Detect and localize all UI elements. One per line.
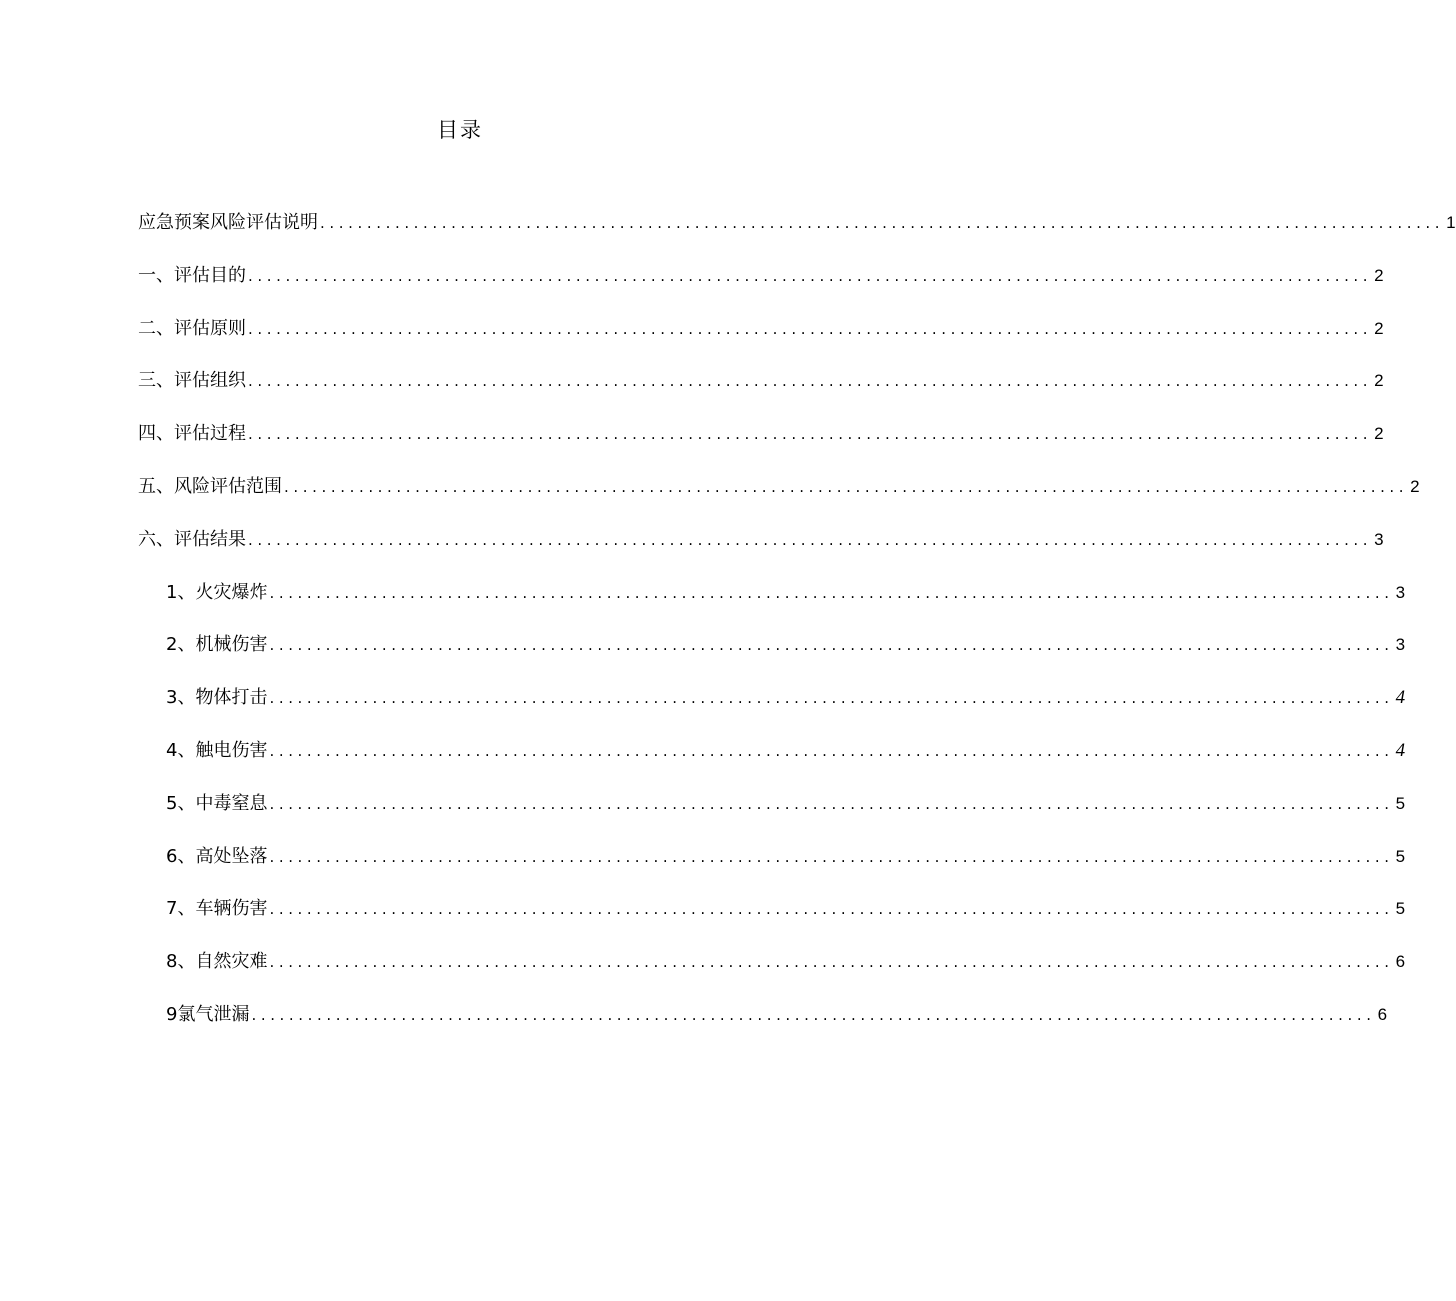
toc-entry-page: 3	[1395, 582, 1406, 602]
toc-leader-dots: ........................................................................................................................	[248, 372, 1373, 391]
toc-entry-page: 2	[1374, 318, 1384, 338]
toc-entry-label: 六、评估结果	[138, 528, 246, 550]
toc-entry[interactable]	[138, 208, 1456, 238]
toc-entry-label: 4、触电伤害	[166, 740, 268, 761]
toc-entry-label: 7、车辆伤害	[166, 898, 268, 920]
toc-entry-page: 2	[1374, 424, 1384, 444]
toc-leader-dots: ........................................................................................................................	[251, 1006, 1376, 1024]
toc-entry[interactable]	[138, 261, 1384, 291]
toc-entry-label: 5、中毒窒息	[166, 792, 268, 814]
toc-leader-dots: ........................................................................................................................	[269, 953, 1394, 972]
toc-leader-dots: ........................................................................................................................	[269, 742, 1394, 760]
toc-entry-page: 2	[1374, 371, 1384, 391]
toc-entry-page: 2	[1374, 265, 1384, 285]
toc-leader-dots: ........................................................................................................................	[320, 214, 1445, 232]
toc-leader-dots: ........................................................................................................................	[248, 266, 1373, 285]
toc-entry-page: 1	[1446, 213, 1456, 232]
toc-entry[interactable]	[166, 683, 1406, 713]
toc-entry[interactable]	[166, 947, 1406, 977]
toc-entry-page: 5	[1395, 793, 1406, 813]
toc-entry-page: 3	[1374, 529, 1384, 549]
toc-leader-dots: ........................................................................................................................	[269, 900, 1394, 919]
toc-entry-label: 二、评估原则	[138, 317, 246, 339]
toc-entry[interactable]	[138, 366, 1384, 396]
toc-entry-label: 三、评估组织	[138, 370, 246, 392]
toc-entry-label: 应急预案风险评估说明	[138, 212, 318, 233]
toc-entry-page: 6	[1377, 1005, 1388, 1024]
toc-entry-page: 5	[1395, 846, 1406, 866]
toc-entry-page: 2	[1410, 477, 1420, 496]
page-title: 目录	[437, 118, 483, 142]
toc-leader-dots: ........................................................................................................................	[269, 689, 1394, 708]
toc-entry[interactable]	[138, 419, 1384, 449]
toc-entry-label: 6、高处坠落	[166, 845, 268, 867]
toc-entry[interactable]	[166, 736, 1406, 766]
toc-leader-dots: ........................................................................................................................	[269, 847, 1394, 866]
toc-entry-label: 9氯气泄漏	[166, 1004, 250, 1025]
toc-entry-label: 3、物体打击	[166, 687, 268, 709]
toc-entry[interactable]	[138, 314, 1384, 344]
toc-leader-dots: ........................................................................................................................	[284, 478, 1409, 496]
toc-leader-dots: ........................................................................................................................	[248, 425, 1373, 444]
toc-leader-dots: ........................................................................................................................	[248, 530, 1373, 549]
toc-entry[interactable]	[166, 842, 1406, 872]
toc-entry[interactable]	[166, 630, 1406, 660]
toc-entry[interactable]	[166, 578, 1406, 608]
toc-entry-label: 8、自然灾难	[166, 951, 268, 973]
toc-entry-page: 5	[1395, 899, 1406, 919]
toc-leader-dots: ........................................................................................................................	[269, 794, 1394, 813]
toc-entry[interactable]	[138, 525, 1384, 555]
toc-entry-label: 一、评估目的	[138, 264, 246, 286]
toc-entry-label: 四、评估过程	[138, 423, 246, 445]
toc-entry[interactable]	[166, 1000, 1388, 1030]
toc-entry-label: 2、机械伤害	[166, 634, 268, 656]
toc-entry-page: 3	[1395, 635, 1406, 655]
toc-entry-page: 6	[1395, 952, 1406, 972]
toc-entry[interactable]	[166, 789, 1406, 819]
toc-entry[interactable]	[138, 472, 1420, 502]
toc-entry-page: 4	[1395, 687, 1406, 709]
toc-entry-label: 五、风险评估范围	[138, 476, 282, 497]
toc-leader-dots: ........................................................................................................................	[269, 636, 1394, 655]
toc-entry[interactable]	[166, 894, 1406, 924]
toc-entry-page: 4	[1395, 740, 1406, 761]
toc-entry-label: 1、火灾爆炸	[166, 581, 268, 603]
toc-leader-dots: ........................................................................................................................	[248, 319, 1373, 338]
toc-leader-dots: ........................................................................................................................	[269, 583, 1394, 602]
